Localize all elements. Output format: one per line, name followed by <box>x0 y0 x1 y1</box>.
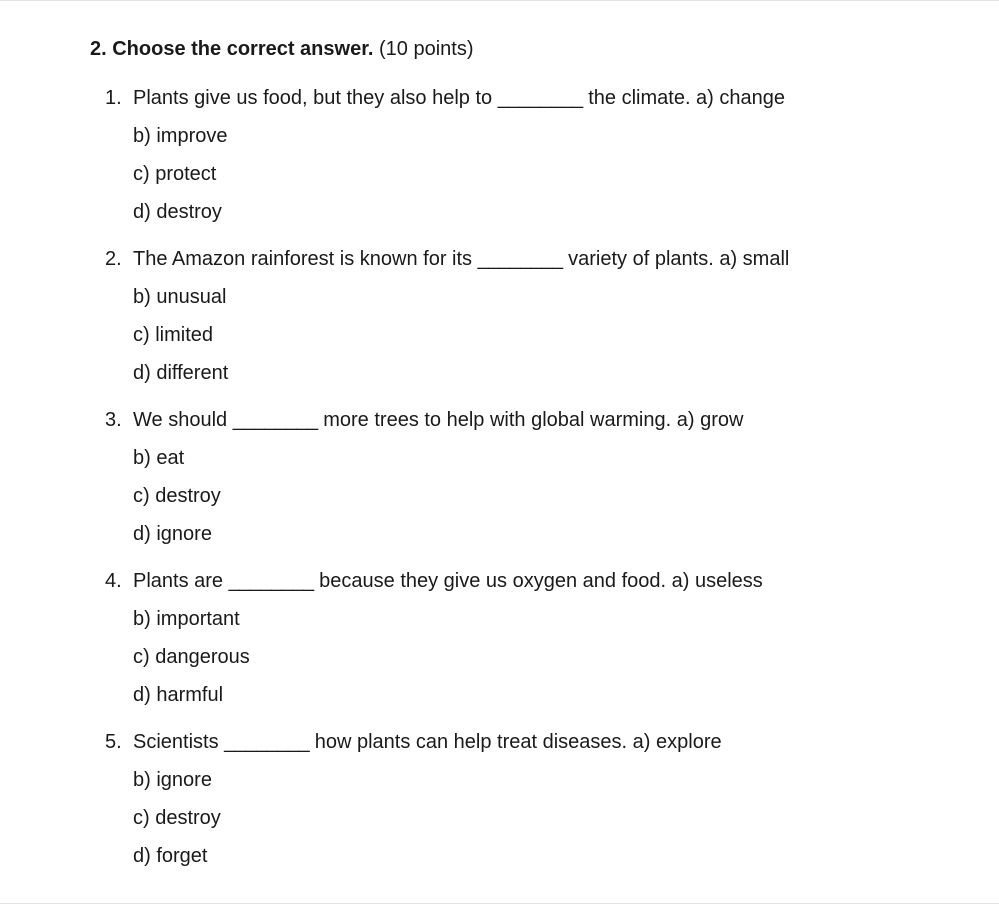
answer-blank: ________ <box>497 87 583 109</box>
question-number: 5. <box>105 731 122 753</box>
answer-option: d) forget <box>133 845 208 867</box>
question-text: Scientists ________ how plants can help treat diseases. a) explore <box>133 731 722 753</box>
answer-option: b) important <box>133 608 240 630</box>
answer-option: c) limited <box>133 324 214 346</box>
question-text: Plants are ________ because they give us oxygen and food. a) useless <box>133 570 763 592</box>
question-item <box>90 728 970 870</box>
question-text: We should ________ more trees to help with global warming. a) grow <box>133 409 744 431</box>
answer-blank: ________ <box>224 731 310 753</box>
question-line <box>90 728 970 756</box>
question-line <box>90 567 970 595</box>
answer-option: c) dangerous <box>133 646 250 668</box>
question-number: 3. <box>105 409 122 431</box>
question-line <box>90 84 970 112</box>
section-heading <box>90 35 970 63</box>
answer-option: d) destroy <box>133 201 222 223</box>
answer-blank: ________ <box>228 570 314 592</box>
answer-option: b) ignore <box>133 769 212 791</box>
question-number: 2. <box>105 248 122 270</box>
question-item <box>90 567 970 709</box>
question-item <box>90 406 970 548</box>
section-title-points: (10 points) <box>373 38 474 60</box>
question-line <box>90 406 970 434</box>
question-number: 1. <box>105 87 122 109</box>
answer-option: d) ignore <box>133 523 212 545</box>
answer-blank: ________ <box>477 248 563 270</box>
answer-option: b) improve <box>133 125 228 147</box>
answer-option: b) eat <box>133 447 185 469</box>
question-item <box>90 245 970 387</box>
section-title-bold: 2. Choose the correct answer. <box>90 38 374 60</box>
answer-option: d) different <box>133 362 229 384</box>
answer-blank: ________ <box>232 409 318 431</box>
answer-option: b) unusual <box>133 286 227 308</box>
question-number: 4. <box>105 570 122 592</box>
answer-option: c) destroy <box>133 485 221 507</box>
question-item <box>90 84 970 226</box>
answer-option: c) protect <box>133 163 217 185</box>
question-line <box>90 245 970 273</box>
question-text: Plants give us food, but they also help to ________ the climate. a) change <box>133 87 786 109</box>
answer-option: d) harmful <box>133 684 224 706</box>
document-body <box>90 35 970 889</box>
question-text: The Amazon rainforest is known for its ________ variety of plants. a) small <box>133 248 790 270</box>
answer-option: c) destroy <box>133 807 221 829</box>
